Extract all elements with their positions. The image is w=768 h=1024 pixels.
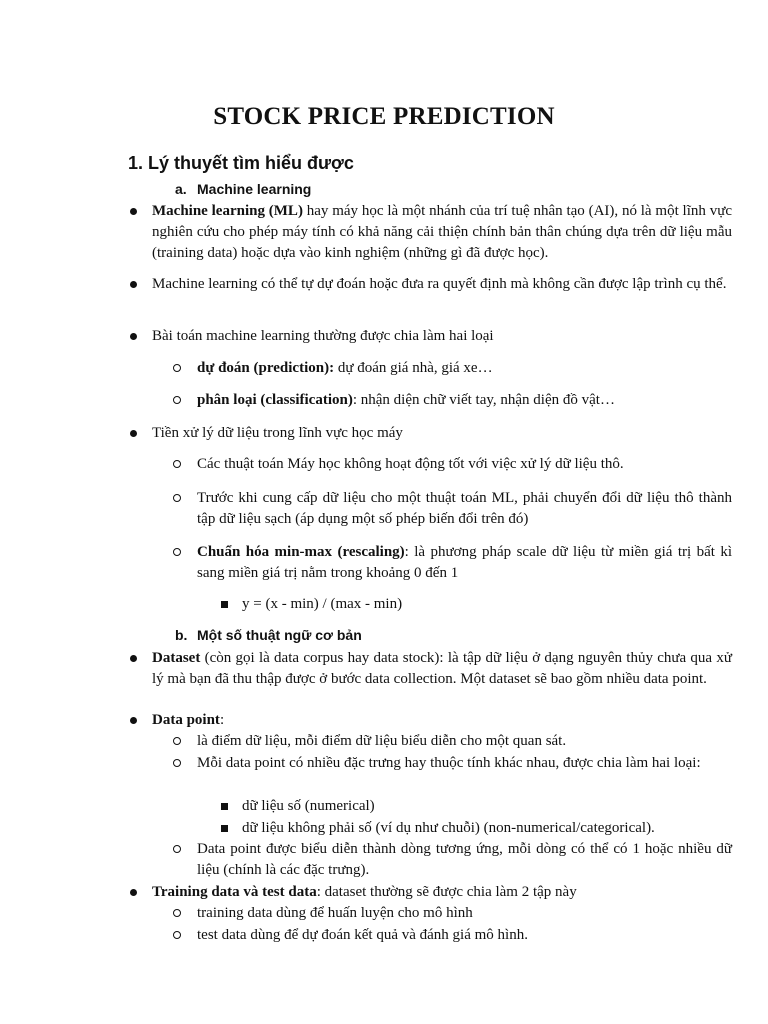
subheading-a-label: a. xyxy=(175,181,187,197)
dp-2a-text: dữ liệu số (numerical) xyxy=(242,798,375,814)
ml-types-text: Bài toán machine learning thường được chia làm hai loại xyxy=(152,328,494,344)
bullet-dataset xyxy=(152,648,732,690)
classification-text: : nhận diện chữ viết tay, nhận diện đồ vật… xyxy=(352,392,615,408)
preproc-1-text: Các thuật toán Máy học không hoạt động tốt với việc xử lý dữ liệu thô. xyxy=(197,456,624,472)
subitem-preproc-1 xyxy=(197,454,732,475)
bullet-square xyxy=(221,803,228,810)
subitem-minmax xyxy=(197,542,732,584)
bullet-ml-types xyxy=(152,326,732,347)
subheading-b xyxy=(175,627,362,643)
bullet-dot xyxy=(130,889,137,896)
subitem-dp-2b xyxy=(242,818,732,839)
subitem-dp-2a xyxy=(242,796,732,817)
bullet-square xyxy=(221,825,228,832)
term-ml: Machine learning (ML) xyxy=(152,203,303,219)
subitem-classification xyxy=(197,390,732,411)
bullet-circle xyxy=(173,845,181,853)
train-1-text: training data dùng để huấn luyện cho mô hình xyxy=(197,905,473,921)
term-dataset: Dataset xyxy=(152,650,201,666)
dp-2b-text: dữ liệu không phải số (ví dụ như chuỗi) (non-numerical/categorical). xyxy=(242,820,655,836)
bullet-dot xyxy=(130,430,137,437)
bullet-circle xyxy=(173,931,181,939)
term-datapoint: Data point xyxy=(152,712,220,728)
bullet-dot xyxy=(130,717,137,724)
subitem-prediction xyxy=(197,358,732,379)
bullet-circle xyxy=(173,759,181,767)
dp-1-text: là điểm dữ liệu, mỗi điểm dữ liệu biểu diễn cho một quan sát. xyxy=(197,733,567,749)
bullet-circle xyxy=(173,460,181,468)
dp-3-text: Data point được biểu diễn thành dòng tương ứng, mỗi dòng có thể có 1 hoặc nhiều dữ liệu (chính là các đặc trưng). xyxy=(197,841,732,878)
subitem-dp-3 xyxy=(197,839,732,881)
subitem-train-1 xyxy=(197,903,732,924)
bullet-circle xyxy=(173,737,181,745)
datapoint-colon: : xyxy=(219,712,225,728)
bullet-circle xyxy=(173,396,181,404)
bullet-circle xyxy=(173,909,181,917)
term-classification: phân loại (classification) xyxy=(197,392,353,408)
bullet-circle xyxy=(173,548,181,556)
training-test-text: : dataset thường sẽ được chia làm 2 tập này xyxy=(316,884,577,900)
subitem-preproc-2 xyxy=(197,488,732,530)
bullet-circle xyxy=(173,494,181,502)
subitem-dp-1 xyxy=(197,731,732,752)
subitem-train-2 xyxy=(197,925,732,946)
subheading-a xyxy=(175,181,311,197)
prediction-text: dự đoán giá nhà, giá xe… xyxy=(334,360,493,376)
bullet-datapoint xyxy=(152,710,732,731)
subheading-a-text: Machine learning xyxy=(197,181,312,197)
document-title: STOCK PRICE PREDICTION xyxy=(213,103,555,130)
term-training-test: Training data và test data xyxy=(152,884,317,900)
bullet-ml-definition xyxy=(152,201,732,264)
ml-definition-text: hay máy học là một nhánh của trí tuệ nhân tạo (AI), nó là một lĩnh vực nghiên cứu cho phép máy tính có khả năng cải thiện chính bản thân chúng dựa trên dữ liệu mẫu (training data) hoặc dựa vào kinh nghiệm (những gì đã được học). xyxy=(152,203,732,261)
ml-predict-text: Machine learning có thể tự dự đoán hoặc đưa ra quyết định mà không cần được lập trình cụ thể. xyxy=(152,276,727,292)
subheading-b-text: Một số thuật ngữ cơ bản xyxy=(197,627,362,643)
formula-text: y = (x - min) / (max - min) xyxy=(242,596,403,612)
subitem-dp-2 xyxy=(197,753,732,774)
bullet-dot xyxy=(130,655,137,662)
preprocessing-text: Tiền xử lý dữ liệu trong lĩnh vực học máy xyxy=(152,425,403,441)
dataset-text: (còn gọi là data corpus hay data stock): là tập dữ liệu ở dạng nguyên thủy chưa qua xử lý mà bạn đã thu thập được ở bước data collection. Một dataset sẽ bao gồm nhiều data point. xyxy=(152,650,732,687)
bullet-circle xyxy=(173,364,181,372)
train-2-text: test data dùng để dự đoán kết quả và đánh giá mô hình. xyxy=(197,927,528,943)
bullet-dot xyxy=(130,208,137,215)
term-prediction: dự đoán (prediction): xyxy=(197,360,335,376)
preproc-2-text: Trước khi cung cấp dữ liệu cho một thuật toán ML, phải chuyển đổi dữ liệu thô thành tập dữ liệu sạch (áp dụng một số phép biến đổi trên đó) xyxy=(197,490,732,527)
minmax-text: : là phương pháp scale dữ liệu từ miền giá trị bất kì sang miền giá trị nằm trong khoảng 0 đến 1 xyxy=(197,544,732,581)
dp-2-text: Mỗi data point có nhiều đặc trưng hay thuộc tính khác nhau, được chia làm hai loại: xyxy=(197,755,701,771)
bullet-ml-predict xyxy=(152,274,732,295)
bullet-preprocessing xyxy=(152,423,732,444)
term-minmax: Chuẩn hóa min-max (rescaling) xyxy=(197,544,405,560)
section-heading-1: 1. Lý thuyết tìm hiểu được xyxy=(128,153,354,173)
bullet-training-test xyxy=(152,882,732,903)
formula-item xyxy=(242,594,732,615)
subheading-b-label: b. xyxy=(175,627,188,643)
bullet-square xyxy=(221,601,228,608)
bullet-dot xyxy=(130,333,137,340)
bullet-dot xyxy=(130,281,137,288)
